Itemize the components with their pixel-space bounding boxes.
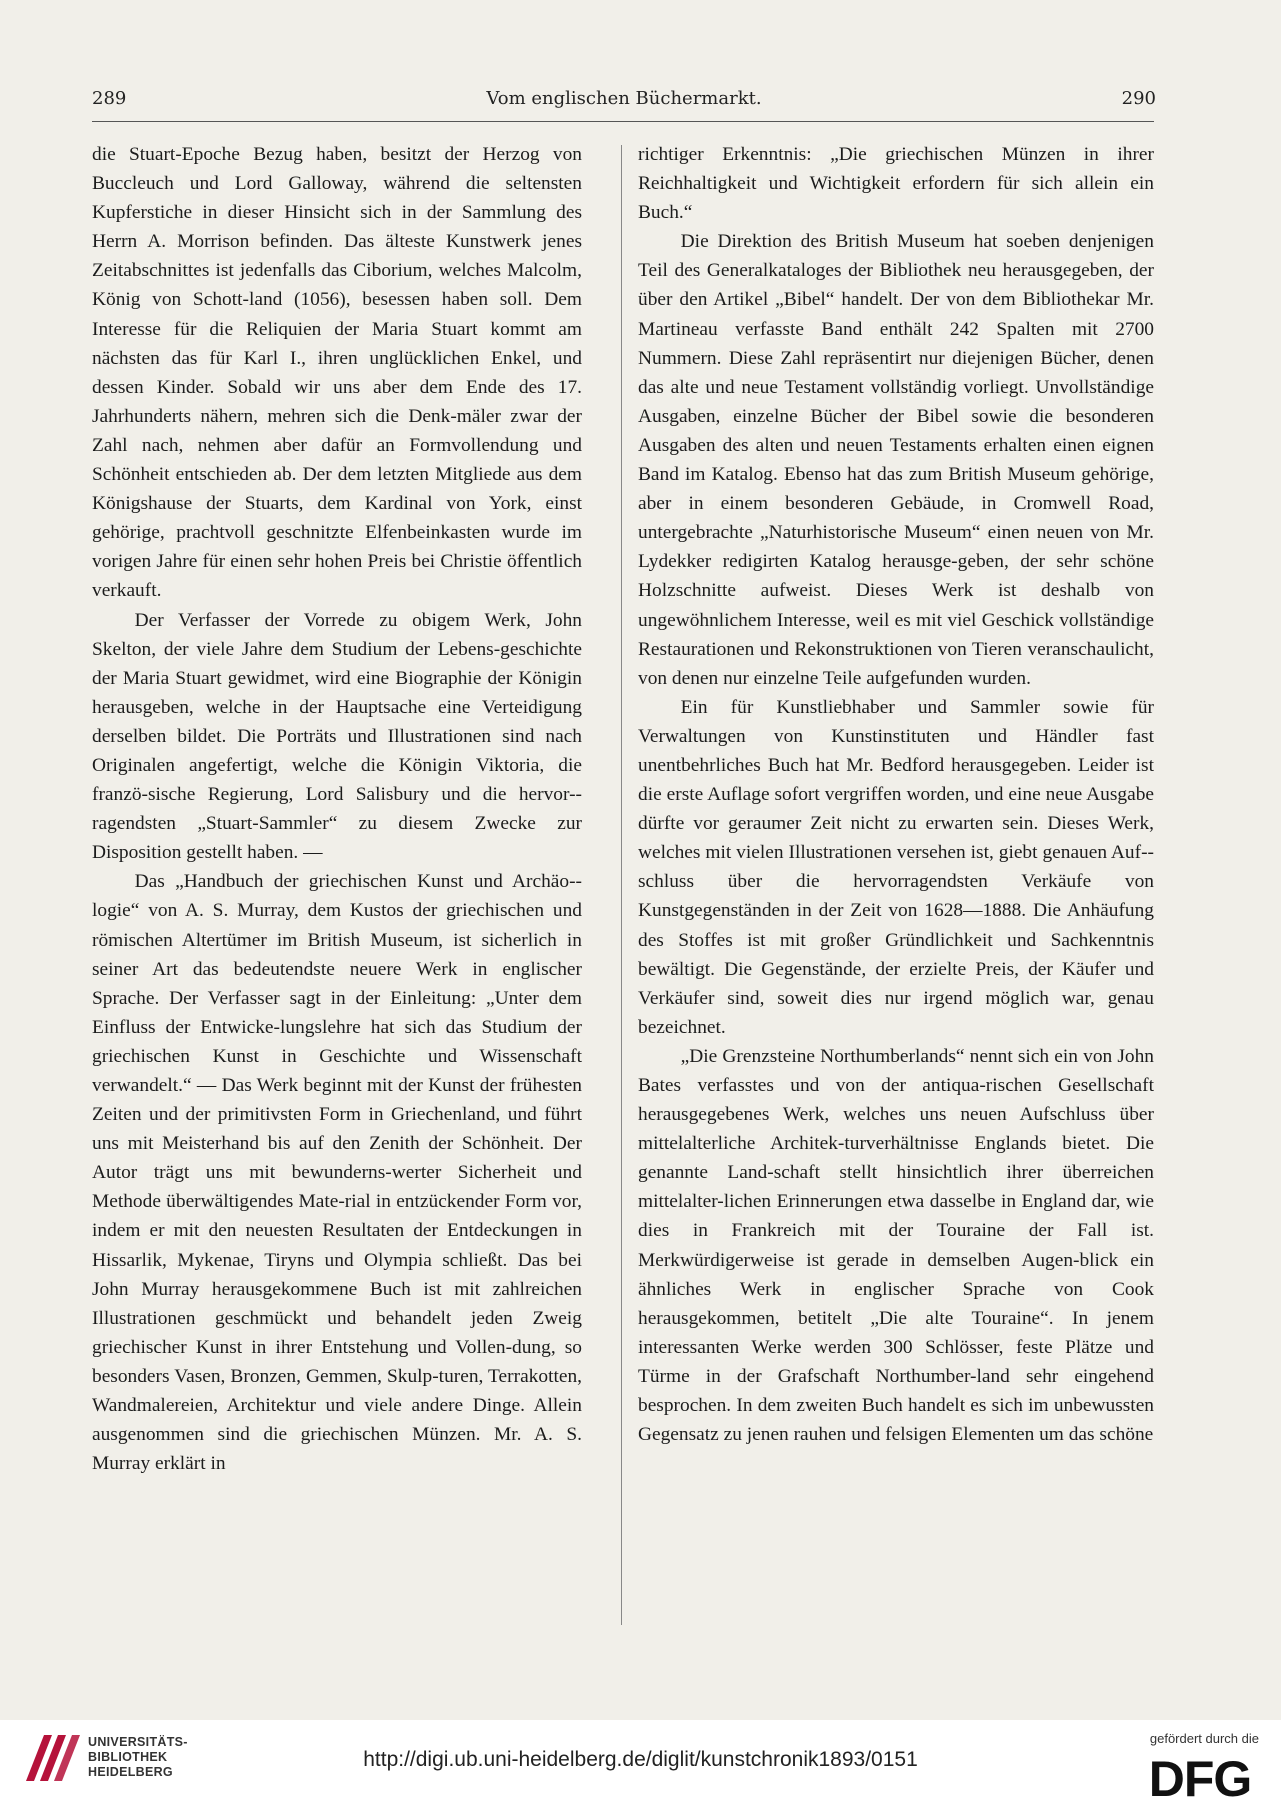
right-column bbox=[638, 140, 1154, 1449]
library-name-line: HEIDELBERG bbox=[88, 1765, 173, 1779]
running-header bbox=[92, 88, 1156, 118]
svg-text:DFG: DFG bbox=[1148, 1752, 1252, 1800]
permalink-url[interactable]: http://digi.ub.uni-heidelberg.de/diglit/kunstchronik1893/0151 bbox=[363, 1748, 918, 1771]
paragraph: die Stuart-Epoche Bezug haben, besitzt der Herzog von Buccleuch und Lord Galloway, während die seltensten Kupferstiche in dieser Hinsicht sich in der Sammlung des Herrn A. Morrison befinden. Das älteste Kunstwerk jenes Zeitabschnittes ist jedenfalls das Ciborium, welches Malcolm, König von Schott-land (1056), besessen haben soll. Dem Interesse für die Reliquien der Maria Stuart kommt am nächsten das für Karl I., ihren unglücklichen Enkel, und dessen Kinder. Sobald wir uns aber dem Ende des 17. Jahrhunderts nähern, mehren sich die Denk-mäler zwar der Zahl nach, nehmen aber dafür an Formvollendung und Schönheit entschieden ab. Der dem letzten Mitgliede aus dem Königshause der Stuarts, dem Kardinal von York, einst gehörige, prachtvoll geschnitzte Elfenbeinkasten wurde im vorigen Jahre für einen sehr hohen Preis bei Christie öffentlich verkauft. bbox=[92, 144, 582, 602]
paragraph: Die Direktion des British Museum hat soeben denjenigen Teil des Generalkataloges der Bibliothek neu herausgegeben, der über den Artikel „Bibel“ handelt. Der von dem Bibliothekar Mr. Martineau verfasste Band enthält 242 Spalten mit 2700 Nummern. Diese Zahl repräsentirt nur diejenigen Bücher, denen das alte und neue Testament vollständig vorliegt. Unvollständige Ausgaben, einzelne Bücher der Bibel sowie die besonderen Ausgaben des alten und neuen Testaments erhalten einen eignen Band im Katalog. Ebenso hat das zum British Museum gehörige, aber in einem besonderen Gebäude, in Cromwell Road, untergebrachte „Naturhistorische Museum“ einen neuen von Mr. Lydekker redigirten Katalog herausge-geben, der sehr schöne Holzschnitte aufweist. Dieses Werk ist deshalb von ungewöhnlichem Interesse, weil es mit viel Geschick vollständige Restaurationen und Rekonstruktionen von Tieren veranschaulicht, von denen nur einzelne Teile aufgefunden wurden. bbox=[638, 231, 1154, 689]
header-rule bbox=[92, 121, 1154, 122]
library-name-line: UNIVERSITÄTS- bbox=[88, 1735, 188, 1749]
running-title: Vom englischen Büchermarkt. bbox=[486, 88, 762, 109]
paragraph: „Die Grenzsteine Northumberlands“ nennt sich ein von John Bates verfasstes und von der antiqua-rischen Gesellschaft herausgegebenes Werk, welches uns neuen Aufschluss über mittelalterliche Architek-turverhältnisse Englands bietet. Die genannte Land-schaft stellt hinsichtlich ihrer überreichen mittelalter-lichen Erinnerungen etwa dasselbe in England dar, wie dies in Frankreich mit der Touraine der Fall ist. Merkwürdigerweise ist gerade in demselben Augen-blick ein ähnliches Werk in englischer Sprache von Cook herausgekommen, betitelt „Die alte Touraine“. In jenem interessanten Werke werden 300 Schlösser, feste Plätze und Türme in der Grafschaft Northumber-land sehr eingehend besprochen. In dem zweiten Buch handelt es sich im unbewussten Gegensatz zu jenen rauhen und felsigen Elementen um das schöne bbox=[638, 1045, 1154, 1446]
dfg-logo-icon bbox=[1141, 1752, 1259, 1800]
column-divider bbox=[621, 145, 622, 1625]
paragraph: Der Verfasser der Vorrede zu obigem Werk, John Skelton, der viele Jahre dem Studium der Lebens-geschichte der Maria Stuart gewidmet, wird eine Biographie der Königin herausgeben, welche in der Hauptsache eine Verteidigung derselben bildet. Die Porträts und Illustrationen sind nach Originalen angefertigt, welche die Königin Viktoria, die franzö-sische Regierung, Lord Salisbury und die hervor-ragendsten „Stuart-Sammler“ zu diesem Zwecke zur Disposition gestellt haben. — bbox=[92, 609, 582, 864]
paragraph: Ein für Kunstliebhaber und Sammler sowie für Verwaltungen von Kunstinstituten und Händler fast unentbehrliches Buch hat Mr. Bedford herausgegeben. Leider ist die erste Auflage sofort vergriffen worden, und eine neue Ausgabe dürfte vor geraumer Zeit nicht zu erwarten sein. Dieses Werk, welches mit vielen Illustrationen versehen ist, giebt genauen Auf-schluss über die hervorragendsten Verkäufe von Kunstgegenständen in der Zeit von 1628—1888. Die Anhäufung des Stoffes ist mit großer Gründlichkeit und Sachkenntnis bewältigt. Die Gegenstände, der erzielte Preis, der Käufer und Verkäufer sind, soweit dies nur irgend möglich war, genau bezeichnet. bbox=[638, 696, 1154, 1038]
page-number-right: 290 bbox=[1121, 88, 1156, 109]
library-name-line: BIBLIOTHEK bbox=[88, 1750, 168, 1764]
paragraph: richtiger Erkenntnis: „Die griechischen Münzen in ihrer Reichhaltigkeit und Wichtigkeit erfordern für sich allein ein Buch.“ bbox=[638, 144, 1154, 224]
page-number-left: 289 bbox=[92, 88, 127, 109]
funding-label: gefördert durch die bbox=[1149, 1731, 1259, 1746]
paragraph: Das „Handbuch der griechischen Kunst und Archäo-logie“ von A. S. Murray, dem Kustos der griechischen und römischen Altertümer im British Museum, ist sicherlich in seiner Art das bedeutendste neuere Werk in englischer Sprache. Der Verfasser sagt in der Einleitung: „Unter dem Einfluss der Entwicke-lungslehre hat sich das Studium der griechischen Kunst in Geschichte und Wissenschaft verwandelt.“ — Das Werk beginnt mit der Kunst der frühesten Zeiten und der primitivsten Form in Griechenland, und führt uns mit Meisterhand bis auf den Zenith der Schönheit. Der Autor trägt uns mit bewunderns-werter Sicherheit und Methode überwältigendes Mate-rial in entzückender Form vor, indem er mit den neuesten Resultaten der Entdeckungen in Hissarlik, Mykenae, Tiryns und Olympia schließt. Das bei John Murray herausgekommene Buch ist mit zahlreichen Illustrationen geschmückt und behandelt jeden Zweig griechischer Kunst in ihrer Entstehung und Vollen-dung, so besonders Vasen, Bronzen, Gemmen, Skulp-turen, Terrakotten, Wandmalereien, Architektur und viele andere Dinge. Allein ausgenommen sind die griechischen Münzen. Mr. A. S. Murray erklärt in bbox=[92, 871, 582, 1475]
left-column bbox=[92, 140, 582, 1478]
